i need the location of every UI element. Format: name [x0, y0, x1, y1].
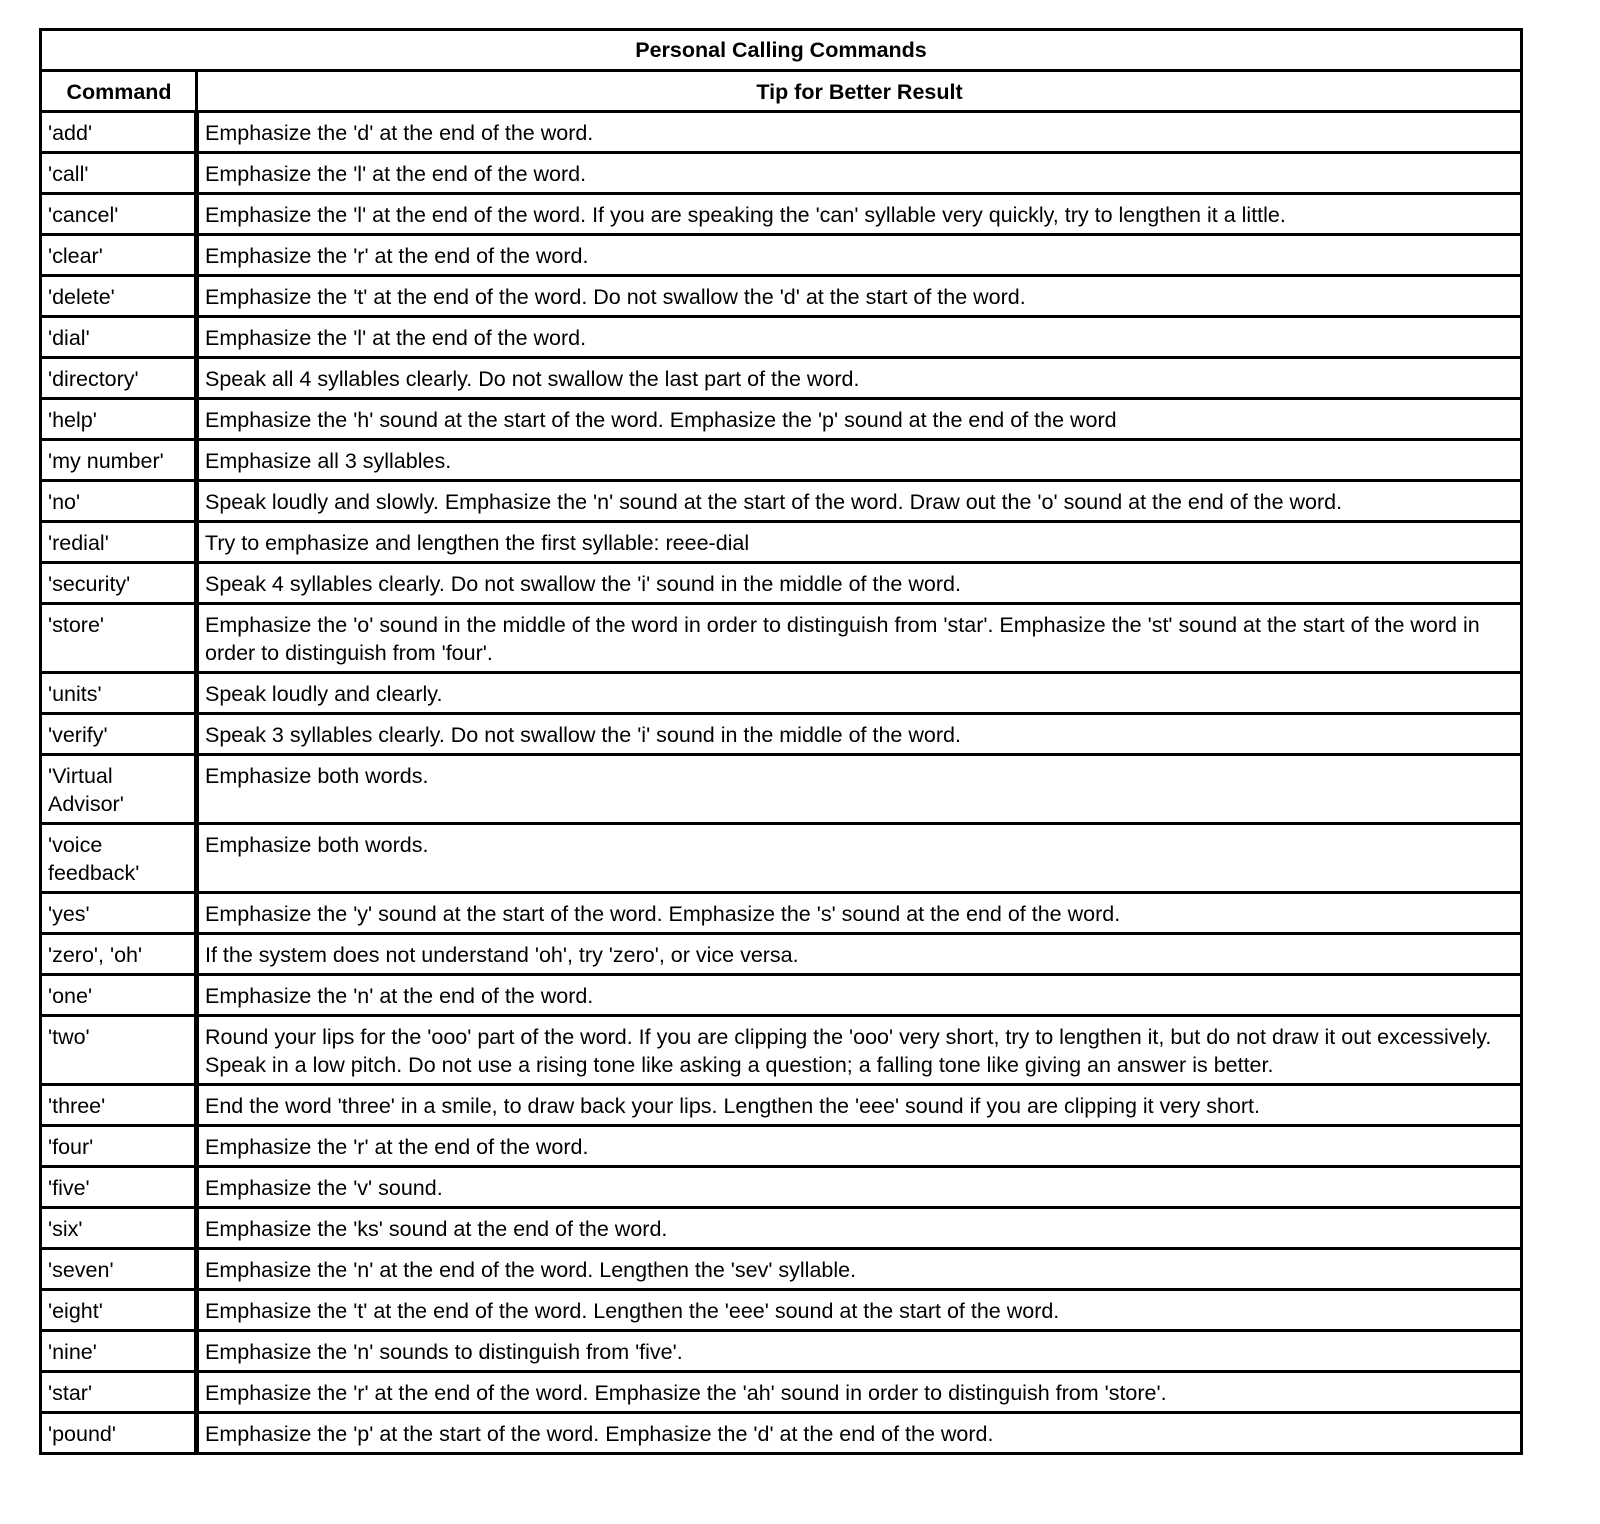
- tip-cell: Emphasize the 'y' sound at the start of the word. Emphasize the 's' sound at the end of the word.: [197, 893, 1522, 934]
- tip-cell: Emphasize the 'l' at the end of the word. If you are speaking the 'can' syllable very quickly, try to lengthen it a little.: [197, 194, 1522, 235]
- command-cell: 'yes': [41, 893, 197, 934]
- tip-cell: Emphasize both words.: [197, 824, 1522, 893]
- tip-cell: Try to emphasize and lengthen the first syllable: reee-dial: [197, 522, 1522, 563]
- table-row: [41, 235, 1522, 276]
- command-cell: 'cancel': [41, 194, 197, 235]
- tip-cell: Speak loudly and clearly.: [197, 673, 1522, 714]
- command-cell: 'delete': [41, 276, 197, 317]
- command-cell: 'Virtual Advisor': [41, 755, 197, 824]
- tip-cell: Emphasize both words.: [197, 755, 1522, 824]
- tip-cell: Emphasize all 3 syllables.: [197, 440, 1522, 481]
- table-row: [41, 440, 1522, 481]
- tip-cell: Emphasize the 'n' at the end of the word.: [197, 975, 1522, 1016]
- command-cell: 'voice feedback': [41, 824, 197, 893]
- table-body: [41, 112, 1522, 1454]
- table-row: [41, 481, 1522, 522]
- table-row: [41, 112, 1522, 153]
- command-cell: 'redial': [41, 522, 197, 563]
- command-cell: 'five': [41, 1167, 197, 1208]
- tip-cell: Emphasize the 'l' at the end of the word.: [197, 153, 1522, 194]
- table-row: [41, 1126, 1522, 1167]
- tip-cell: Emphasize the 'v' sound.: [197, 1167, 1522, 1208]
- table-row: [41, 153, 1522, 194]
- tip-cell: Speak all 4 syllables clearly. Do not swallow the last part of the word.: [197, 358, 1522, 399]
- command-cell: 'dial': [41, 317, 197, 358]
- table-row: [41, 714, 1522, 755]
- table-row: [41, 824, 1522, 893]
- command-cell: 'seven': [41, 1249, 197, 1290]
- table-row: [41, 1016, 1522, 1085]
- table-row: [41, 673, 1522, 714]
- tip-cell: Emphasize the 'r' at the end of the word. Emphasize the 'ah' sound in order to distinguish from 'store'.: [197, 1372, 1522, 1413]
- command-cell: 'security': [41, 563, 197, 604]
- table-row: [41, 399, 1522, 440]
- calling-commands-table: [39, 28, 1523, 1455]
- tip-cell: Emphasize the 'o' sound in the middle of the word in order to distinguish from 'star'. Emphasize the 'st' sound at the start of the word in order to distinguish from 'four'.: [197, 604, 1522, 673]
- table-row: [41, 893, 1522, 934]
- table-row: [41, 317, 1522, 358]
- tip-cell: Emphasize the 'l' at the end of the word.: [197, 317, 1522, 358]
- command-cell: 'zero', 'oh': [41, 934, 197, 975]
- command-cell: 'four': [41, 1126, 197, 1167]
- tip-cell: Speak 4 syllables clearly. Do not swallow the 'i' sound in the middle of the word.: [197, 563, 1522, 604]
- table-row: [41, 1413, 1522, 1454]
- tip-cell: Emphasize the 't' at the end of the word. Lengthen the 'eee' sound at the start of the word.: [197, 1290, 1522, 1331]
- command-cell: 'star': [41, 1372, 197, 1413]
- command-cell: 'verify': [41, 714, 197, 755]
- table-row: [41, 1331, 1522, 1372]
- command-cell: 'six': [41, 1208, 197, 1249]
- tip-cell: Emphasize the 'n' sounds to distinguish from 'five'.: [197, 1331, 1522, 1372]
- tip-cell: If the system does not understand 'oh', try 'zero', or vice versa.: [197, 934, 1522, 975]
- tip-cell: Emphasize the 'd' at the end of the word.: [197, 112, 1522, 153]
- tip-cell: Emphasize the 'ks' sound at the end of the word.: [197, 1208, 1522, 1249]
- command-cell: 'units': [41, 673, 197, 714]
- table-row: [41, 975, 1522, 1016]
- command-cell: 'directory': [41, 358, 197, 399]
- table-row: [41, 604, 1522, 673]
- tip-cell: End the word 'three' in a smile, to draw back your lips. Lengthen the 'eee' sound if you are clipping it very short.: [197, 1085, 1522, 1126]
- command-cell: 'my number': [41, 440, 197, 481]
- command-cell: 'eight': [41, 1290, 197, 1331]
- table-row: [41, 1085, 1522, 1126]
- tip-cell: Emphasize the 't' at the end of the word. Do not swallow the 'd' at the start of the word.: [197, 276, 1522, 317]
- command-cell: 'call': [41, 153, 197, 194]
- table-row: [41, 934, 1522, 975]
- table-title: Personal Calling Commands: [41, 30, 1522, 71]
- table-row: [41, 276, 1522, 317]
- table-row: [41, 1249, 1522, 1290]
- table-row: [41, 1290, 1522, 1331]
- tip-cell: Speak 3 syllables clearly. Do not swallow the 'i' sound in the middle of the word.: [197, 714, 1522, 755]
- table-row: [41, 1372, 1522, 1413]
- command-cell: 'pound': [41, 1413, 197, 1454]
- column-header-command: Command: [41, 71, 197, 112]
- command-cell: 'nine': [41, 1331, 197, 1372]
- command-cell: 'clear': [41, 235, 197, 276]
- tip-cell: Emphasize the 'r' at the end of the word.: [197, 235, 1522, 276]
- command-cell: 'two': [41, 1016, 197, 1085]
- table-row: [41, 1167, 1522, 1208]
- tip-cell: Emphasize the 'r' at the end of the word.: [197, 1126, 1522, 1167]
- table-row: [41, 358, 1522, 399]
- command-cell: 'help': [41, 399, 197, 440]
- tip-cell: Round your lips for the 'ooo' part of the word. If you are clipping the 'ooo' very short, try to lengthen it, but do not draw it out excessively. Speak in a low pitch. Do not use a rising tone like asking a question; a falling tone like giving an answer is better.: [197, 1016, 1522, 1085]
- command-cell: 'three': [41, 1085, 197, 1126]
- table-row: [41, 563, 1522, 604]
- table-row: [41, 522, 1522, 563]
- command-cell: 'no': [41, 481, 197, 522]
- command-cell: 'store': [41, 604, 197, 673]
- tip-cell: Emphasize the 'p' at the start of the word. Emphasize the 'd' at the end of the word.: [197, 1413, 1522, 1454]
- tip-cell: Emphasize the 'n' at the end of the word. Lengthen the 'sev' syllable.: [197, 1249, 1522, 1290]
- tip-cell: Speak loudly and slowly. Emphasize the 'n' sound at the start of the word. Draw out the 'o' sound at the end of the word.: [197, 481, 1522, 522]
- table-row: [41, 755, 1522, 824]
- table-row: [41, 194, 1522, 235]
- tip-cell: Emphasize the 'h' sound at the start of the word. Emphasize the 'p' sound at the end of the word: [197, 399, 1522, 440]
- command-cell: 'one': [41, 975, 197, 1016]
- column-header-tip: Tip for Better Result: [197, 71, 1522, 112]
- table-row: [41, 1208, 1522, 1249]
- command-cell: 'add': [41, 112, 197, 153]
